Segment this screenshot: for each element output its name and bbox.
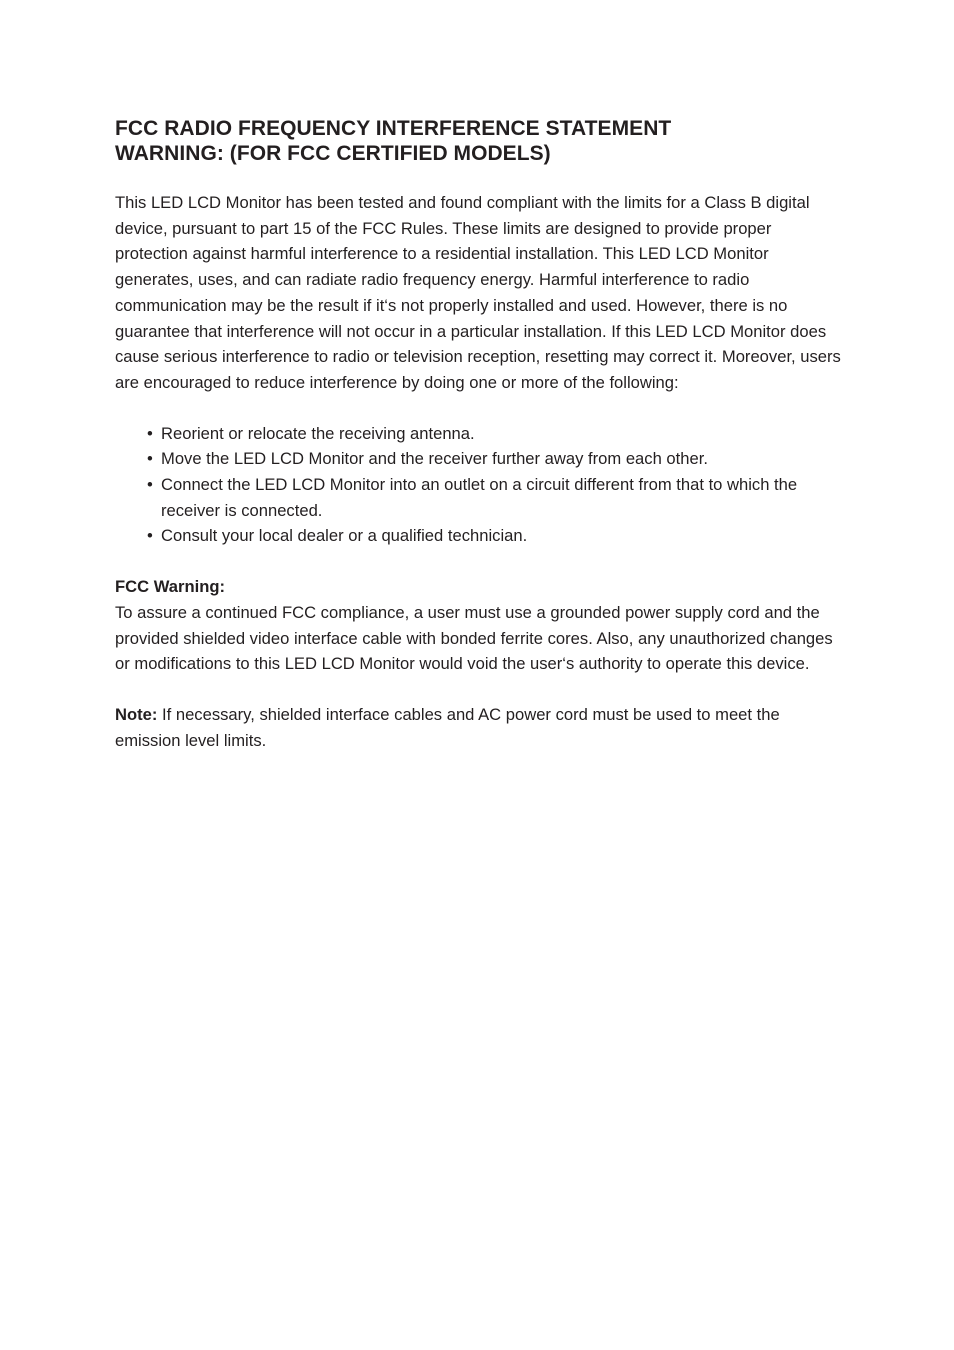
list-item-text: Reorient or relocate the receiving antenna. — [161, 423, 475, 443]
title-line-1: FCC RADIO FREQUENCY INTERFERENCE STATEMENT — [115, 117, 672, 140]
bullet-icon: • — [147, 449, 153, 469]
list-item — [147, 523, 843, 549]
intro-paragraph: This LED LCD Monitor has been tested and found compliant with the limits for a Class B digital device, pursuant to part 15 of the FCC Rules. These limits are designed to provide proper protection against harmful interference to a residential installation. This LED LCD Monitor generates, uses, and can radiate radio frequency energy. Harmful interference to radio communication may be the result if it‘s not properly installed and used. However, there is no guarantee that interference will not occur in a particular installation. If this LED LCD Monitor does cause serious interference to radio or television reception, resetting may correct it. Moreover, users are encouraged to reduce interference by doing one or more of the following: — [115, 193, 841, 392]
bullet-icon: • — [147, 475, 153, 495]
note-paragraph — [115, 702, 843, 753]
document-page — [115, 116, 843, 753]
page-title — [115, 116, 843, 166]
title-line-2: WARNING: (FOR FCC CERTIFIED MODELS) — [115, 142, 551, 165]
list-item-text: Connect the LED LCD Monitor into an outlet on a circuit different from that to which the receiver is connected. — [161, 475, 798, 520]
list-item-text: Move the LED LCD Monitor and the receiver further away from each other. — [161, 449, 708, 469]
fcc-warning-heading: FCC Warning: — [115, 577, 225, 597]
bullet-icon: • — [147, 526, 153, 546]
bullet-icon: • — [147, 423, 153, 443]
list-item — [147, 446, 843, 472]
list-item-text: Consult your local dealer or a qualified technician. — [161, 526, 528, 546]
list-item — [147, 421, 843, 447]
fcc-warning-paragraph: To assure a continued FCC compliance, a user must use a grounded power supply cord and the provided shielded video interface cable with bonded ferrite cores. Also, any unauthorized changes or modifications to this LED LCD Monitor would void the user‘s authority to operate this device. — [115, 602, 833, 674]
note-label: Note: — [115, 704, 158, 724]
note-text: If necessary, shielded interface cables and AC power cord must be used to meet the emission level limits. — [115, 704, 780, 750]
remedy-list — [115, 421, 843, 550]
list-item — [147, 472, 843, 523]
